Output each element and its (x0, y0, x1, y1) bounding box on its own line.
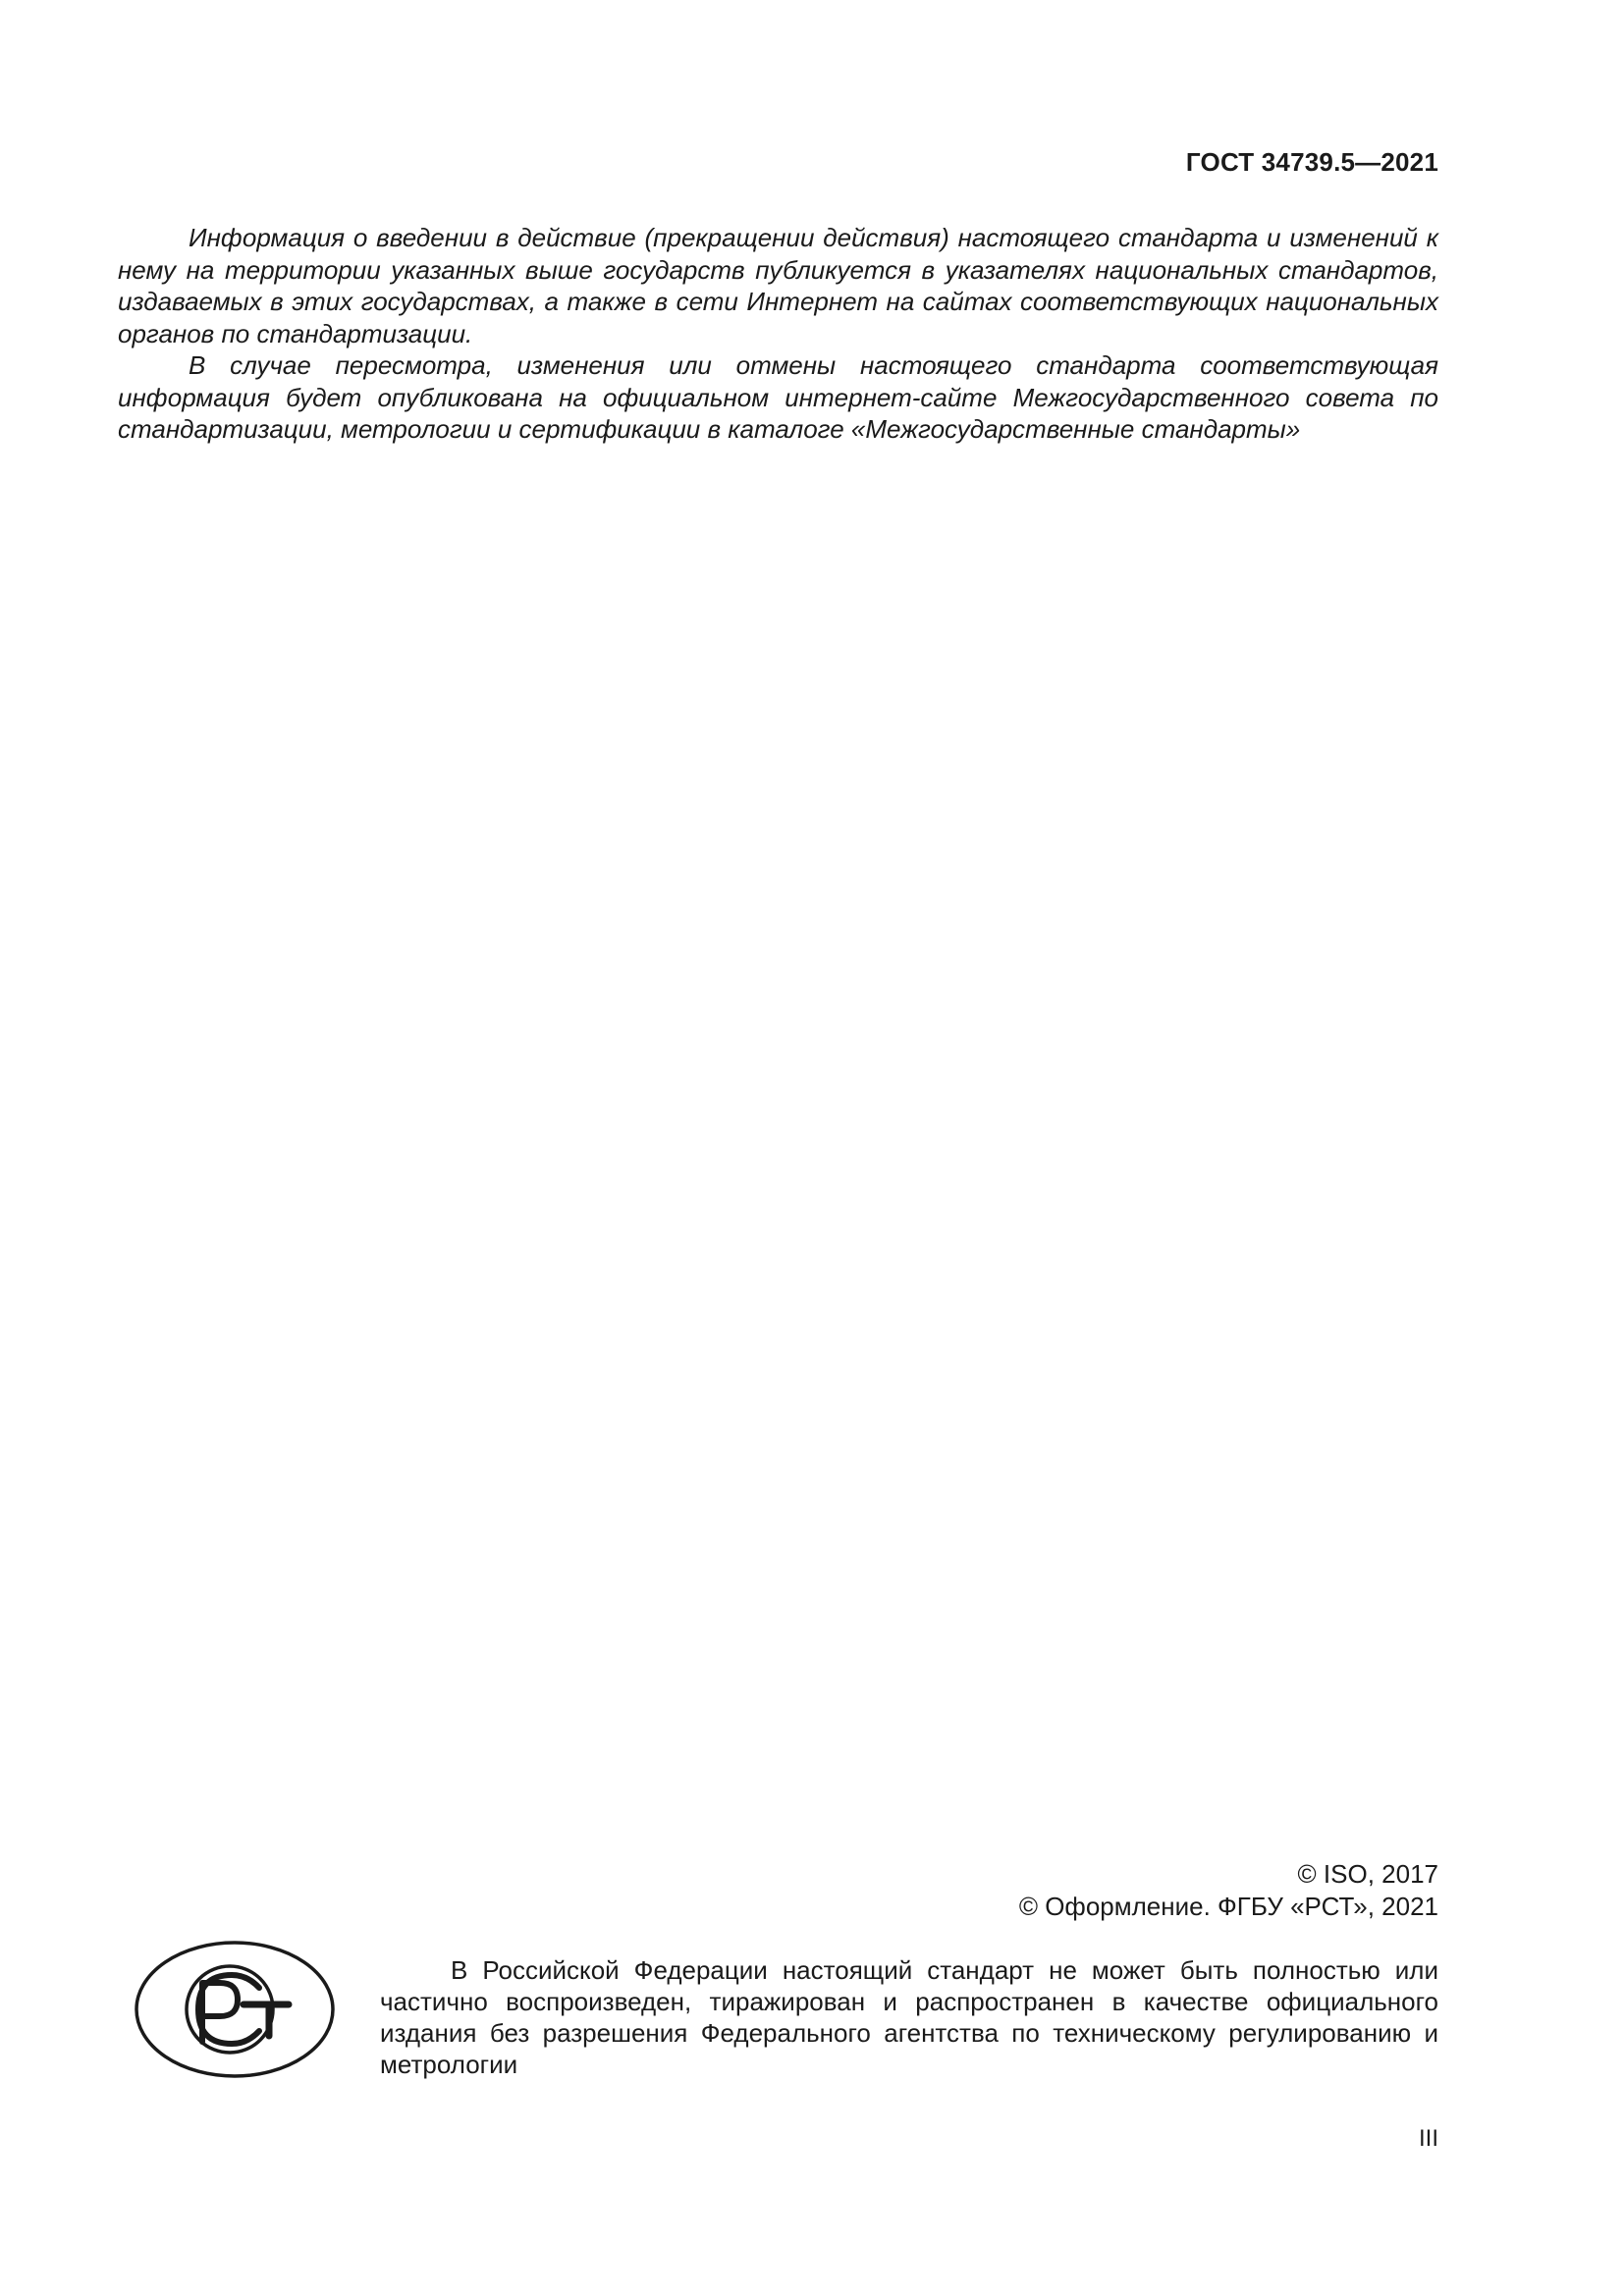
copyright-block (1019, 1858, 1438, 1923)
page-number: III (1418, 2125, 1438, 2152)
notice-block (118, 222, 1438, 446)
copyright-design: © Оформление. ФГБУ «РСТ», 2021 (1018, 1892, 1438, 1921)
notice-paragraph-revision: В случае пересмотра, изменения или отмены настоящего стандарта соответствующая информация будет опубликована на официальном интернет-сайте Межгосударственного совета по стандартизации, метрологии и сертификации в каталоге «Межгосударственные стандарты» (118, 350, 1438, 444)
rights-notice-text: В Российской Федерации настоящий стандарт не может быть полностью или частично воспроизведен, тиражирован и распространен в качестве официального издания без разрешения Федерального агентства по техническому регулированию и метрологии (380, 1955, 1438, 2079)
copyright-iso: © ISO, 2017 (1297, 1859, 1438, 1889)
rst-logo-icon (134, 1940, 336, 2079)
notice-paragraph-publication: Информация о введении в действие (прекращении действия) настоящего стандарта и изменений к нему на территории указанных выше государств публикуется в указателях национальных стандартов, издаваемых в этих государствах, а также в сети Интернет на сайтах соответствующих национальных органов по стандартизации. (118, 223, 1438, 348)
document-code: ГОСТ 34739.5—2021 (1185, 147, 1438, 177)
rights-notice (380, 1954, 1438, 2080)
